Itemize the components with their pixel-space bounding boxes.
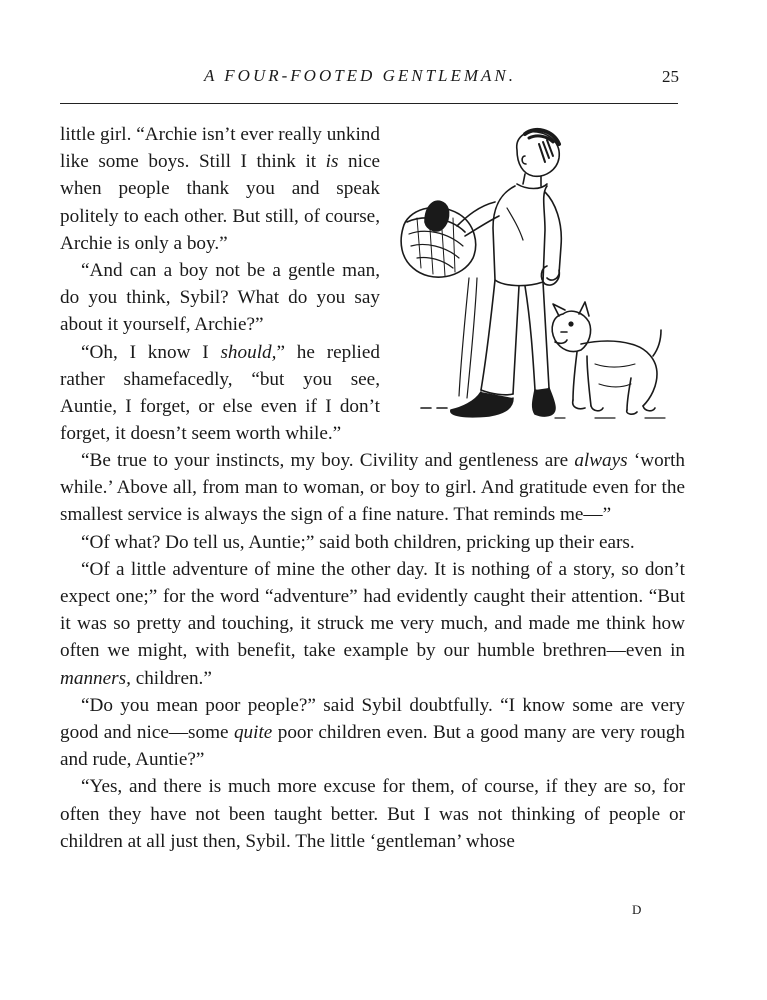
- paragraph-4: [60, 447, 685, 529]
- paragraph-4-text-a: “Be true to your instincts, my boy. Civility and gentleness are: [81, 450, 575, 471]
- paragraph-6-text-a: “Of a little adventure of mine the other day. It is nothing of a story, so don’t expect one;” for the word “adventure” had evidently caught their attention. “But it was so pretty and touching, it struck me very much, and made me think how often we might, with benefit, take example by our humble brethren—even in: [60, 558, 685, 662]
- paragraph-4-emphasis: always: [574, 450, 628, 471]
- dog-tail: [653, 330, 661, 356]
- paragraph-6-emphasis: manners,: [60, 667, 131, 689]
- boy-left-boot: [451, 392, 513, 417]
- paragraph-1-text-b: nice when people thank you and speak politely to each other. But still, of course, Archie is only a boy.”: [60, 151, 380, 254]
- boy-right-boot: [533, 388, 555, 416]
- boy-jacket: [493, 186, 547, 286]
- paragraph-7-emphasis: quite: [233, 722, 273, 744]
- page-number: 25: [662, 67, 679, 86]
- paragraph-8: “Yes, and there is much more excuse for them, of course, if they are so, for often they have not been taught better. But I was not thinking of people or children at all just then, Sybil. The little ‘gentleman’ whose: [60, 776, 685, 852]
- illustration-svg: [395, 118, 690, 436]
- narrow-text-column: [60, 121, 380, 447]
- paragraph-1-emphasis: is: [325, 151, 339, 173]
- paragraph-7-text-b: poor children even. But a good many are very rough and rude, Auntie?”: [60, 722, 685, 771]
- dog-head: [552, 311, 590, 351]
- boy-fist: [541, 266, 559, 285]
- wide-text-column: [60, 447, 685, 855]
- boy-left-leg: [481, 280, 495, 390]
- paragraph-2: “And can a boy not be a gentle man, do you think, Sybil? What do you say about it yourself, Archie?”: [60, 260, 380, 336]
- boy-right-leg: [525, 286, 535, 390]
- dog-body: [581, 341, 657, 406]
- paragraph-3-text-b: ” he replied rather shamefacedly, “but you see, Auntie, I forget, or else even if I don’t forget, it doesn’t seem worth while.”: [60, 341, 380, 445]
- running-title: A FOUR-FOOTED GENTLEMAN.: [203, 66, 517, 85]
- header-rule: [60, 103, 678, 104]
- paragraph-7-text-a: “Do you mean poor people?” said Sybil doubtfully. “I know some are very good and nice—some: [60, 694, 685, 744]
- paragraph-1: [60, 121, 380, 257]
- paragraph-3-text-a: “Oh, I know I: [81, 341, 221, 363]
- paragraph-3: [60, 339, 380, 448]
- boy-with-basket-and-dog-illustration: [395, 118, 690, 436]
- paragraph-1-text-a: little girl. “Archie isn’t ever really unkind like some boys. Still I think it: [60, 124, 380, 173]
- paragraph-5: “Of what? Do tell us, Auntie;” said both children, pricking up their ears.: [81, 531, 635, 553]
- paragraph-4-text-b: ‘worth while.’ Above all, from man to woman, or boy to girl. And gratitude even for the smallest service is always the sign of a fine nature. That reminds me—”: [60, 450, 686, 526]
- paragraph-7: [60, 692, 685, 774]
- running-head: [0, 66, 767, 90]
- paragraph-3-emphasis: should,: [220, 341, 277, 363]
- signature-mark: D: [632, 902, 643, 917]
- paragraph-6-text-b: children.”: [130, 667, 212, 689]
- paragraph-6: [60, 556, 685, 692]
